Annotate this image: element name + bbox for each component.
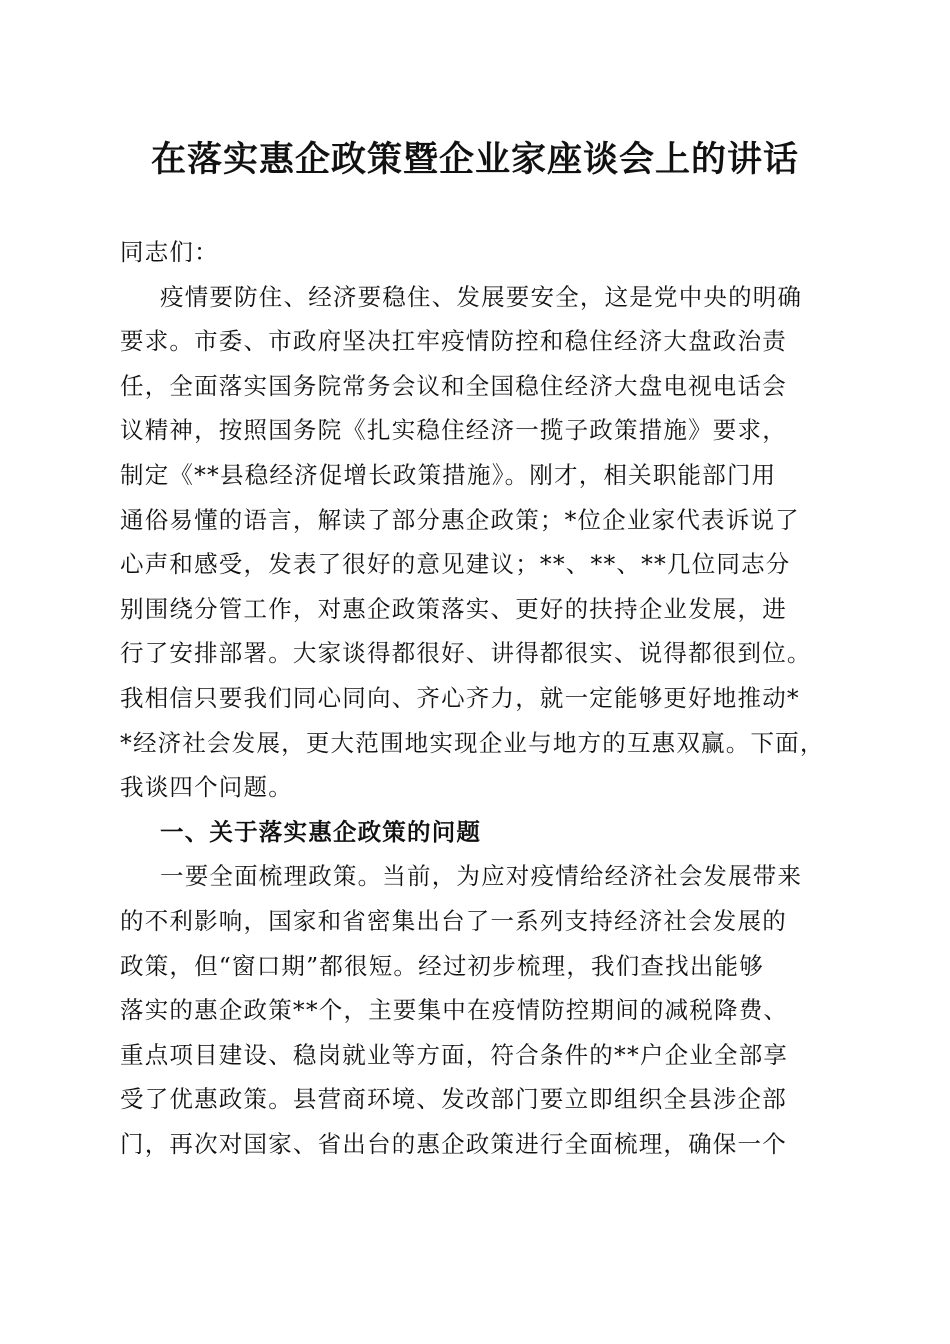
paragraph-line: 受了优惠政策。县营商环境、发改部门要立即组织全县涉企部 [120,1085,787,1114]
paragraph-line: 心声和感受，发表了很好的意见建议；**、**、**几位同志分 [120,550,791,579]
salutation: 同志们： [120,238,219,266]
paragraph-line: 我谈四个问题。 [120,773,293,802]
paragraph-line: *经济社会发展，更大范围地实现企业与地方的互惠双赢。下面， [120,728,825,757]
document-title: 在落实惠企政策暨企业家座谈会上的讲话 [150,139,799,180]
paragraph-line: 一要全面梳理政策。当前，为应对疫情给经济社会发展带来 [160,862,803,891]
paragraph-line: 通俗易懂的语言，解读了部分惠企政策；*位企业家代表诉说了 [120,505,800,534]
paragraph-line: 要求。市委、市政府坚决扛牢疫情防控和稳住经济大盘政治责 [120,327,787,356]
paragraph-line: 落实的惠企政策**个，主要集中在疫情防控期间的减税降费、 [120,996,789,1025]
section-heading: 一、关于落实惠企政策的问题 [160,817,482,846]
paragraph-line: 制定《**县稳经济促增长政策措施》。刚才，相关职能部门用 [120,460,777,489]
document-body [120,230,832,1166]
paragraph-line: 门，再次对国家、省出台的惠企政策进行全面梳理，确保一个 [120,1129,787,1158]
paragraph-line: 议精神，按照国务院《扎实稳住经济一揽子政策措施》要求， [120,416,787,445]
paragraph-line: 行了安排部署。大家谈得都很好、讲得都很实、说得都很到位。 [120,639,812,668]
paragraph-line: 任，全面落实国务院常务会议和全国稳住经济大盘电视电话会 [120,371,787,400]
paragraph-line: 疫情要防住、经济要稳住、发展要安全，这是党中央的明确 [160,282,803,311]
paragraph-line: 政策，但“窗口期”都很短。经过初步梳理，我们查找出能够 [120,951,764,980]
paragraph-line: 别围绕分管工作，对惠企政策落实、更好的扶持企业发展，进 [120,594,787,623]
paragraph-line: 的不利影响，国家和省密集出台了一系列支持经济社会发展的 [120,906,787,935]
paragraph-line: 我相信只要我们同心同向、齐心齐力，就一定能够更好地推动* [120,683,800,712]
paragraph-line: 重点项目建设、稳岗就业等方面，符合条件的**户企业全部享 [120,1040,789,1069]
